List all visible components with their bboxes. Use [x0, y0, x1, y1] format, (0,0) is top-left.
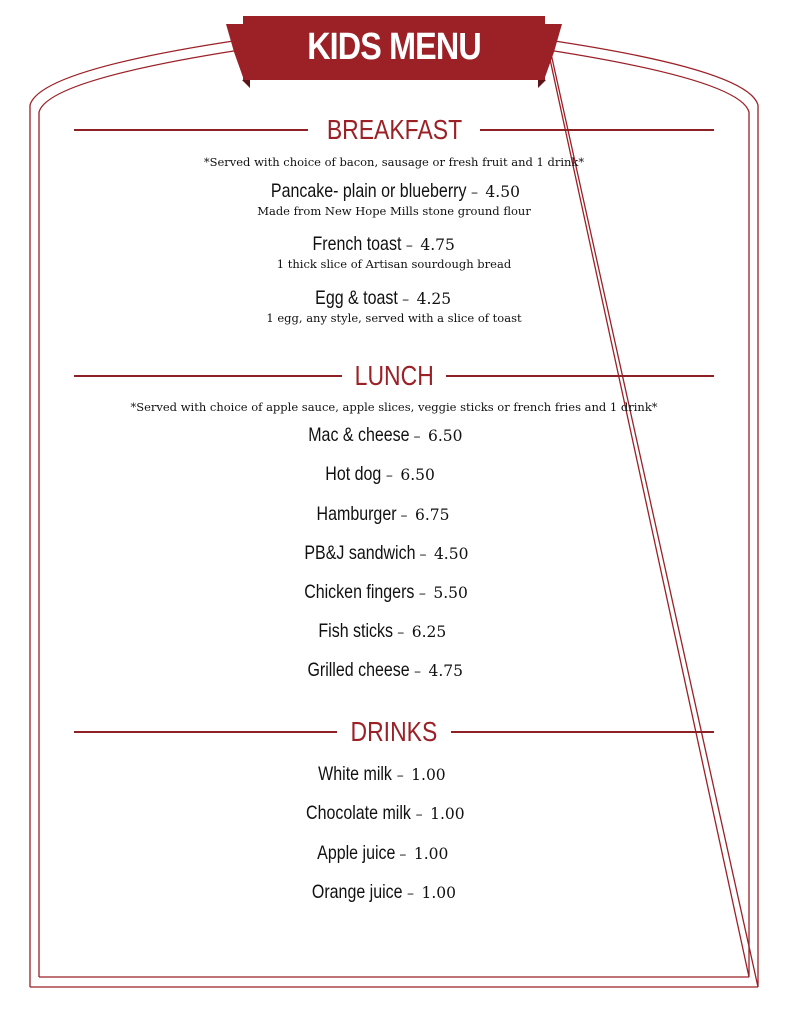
breakfast-note: *Served with choice of bacon, sausage or fresh fruit and 1 drink*	[203, 155, 585, 169]
section-rule-right	[480, 129, 714, 131]
item-price: 6.50	[427, 427, 463, 445]
menu-title: KIDS MENU	[307, 25, 481, 68]
drinks-item: Apple juice – 1.00	[316, 842, 449, 864]
item-description: 1 thick slice of Artisan sourdough bread	[276, 257, 512, 271]
lunch-title: LUNCH	[354, 360, 434, 391]
section-rule-left	[74, 129, 308, 131]
item-name: French toast	[312, 233, 402, 255]
drinks-item: Chocolate milk – 1.00	[306, 802, 465, 824]
item-name: Pancake- plain or blueberry	[270, 180, 467, 202]
item-price: 1.00	[421, 884, 456, 902]
item-name: Egg & toast	[315, 287, 398, 309]
lunch-item: Hamburger – 6.75	[316, 503, 450, 525]
item-name: Mac & cheese	[307, 424, 410, 446]
lunch-item: Hot dog – 6.50	[325, 463, 435, 485]
lunch-note: *Served with choice of apple sauce, apple slices, veggie sticks or french fries and 1 drink*	[130, 400, 658, 414]
item-name: Fish sticks	[318, 620, 393, 642]
item-price: 4.75	[428, 662, 464, 680]
item-name: Apple juice	[316, 842, 395, 864]
item-price: 6.50	[400, 466, 435, 484]
drinks-section-header	[74, 716, 714, 748]
lunch-item: PB&J sandwich – 4.50	[303, 542, 469, 564]
item-name: White milk	[318, 763, 393, 785]
item-name: Chocolate milk	[306, 802, 412, 824]
item-name: Orange juice	[311, 881, 403, 903]
item-description: 1 egg, any style, served with a slice of toast	[266, 311, 522, 325]
item-price: 6.25	[411, 623, 447, 641]
item-price: 4.50	[485, 183, 520, 201]
drinks-title: DRINKS	[350, 716, 438, 747]
breakfast-section-header	[74, 114, 714, 146]
item-price: 5.50	[433, 584, 468, 602]
breakfast-item: Egg & toast – 4.25 1 egg, any style, served with a slice of toast	[74, 287, 714, 325]
section-rule-right	[451, 731, 714, 733]
item-name: Grilled cheese	[307, 659, 410, 681]
breakfast-item: French toast – 4.75 1 thick slice of Artisan sourdough bread	[74, 233, 714, 271]
lunch-item: Grilled cheese – 4.75	[307, 659, 464, 681]
item-price: 1.00	[413, 845, 449, 863]
drinks-item: Orange juice – 1.00	[311, 881, 456, 903]
breakfast-title: BREAKFAST	[326, 114, 462, 145]
lunch-item: Mac & cheese – 6.50	[307, 424, 463, 446]
lunch-item: Chicken fingers – 5.50	[304, 581, 468, 603]
section-rule-right	[446, 375, 714, 377]
item-name: PB&J sandwich	[303, 542, 416, 564]
item-price: 4.25	[416, 290, 452, 308]
lunch-section-header	[74, 360, 714, 392]
drinks-item: White milk – 1.00	[318, 763, 446, 785]
item-name: Hot dog	[325, 463, 382, 485]
item-name: Hamburger	[316, 503, 397, 525]
section-rule-left	[74, 731, 337, 733]
lunch-item: Fish sticks – 6.25	[318, 620, 447, 642]
item-name: Chicken fingers	[304, 581, 415, 603]
item-price: 6.75	[414, 506, 450, 524]
item-price: 4.75	[420, 236, 455, 254]
item-price: 4.50	[433, 545, 469, 563]
item-price: 1.00	[411, 766, 446, 784]
section-rule-left	[74, 375, 342, 377]
item-price: 1.00	[430, 805, 465, 823]
item-description: Made from New Hope Mills stone ground flour	[257, 204, 531, 218]
breakfast-item: Pancake- plain or blueberry – 4.50 Made from New Hope Mills stone ground flour	[74, 180, 714, 218]
